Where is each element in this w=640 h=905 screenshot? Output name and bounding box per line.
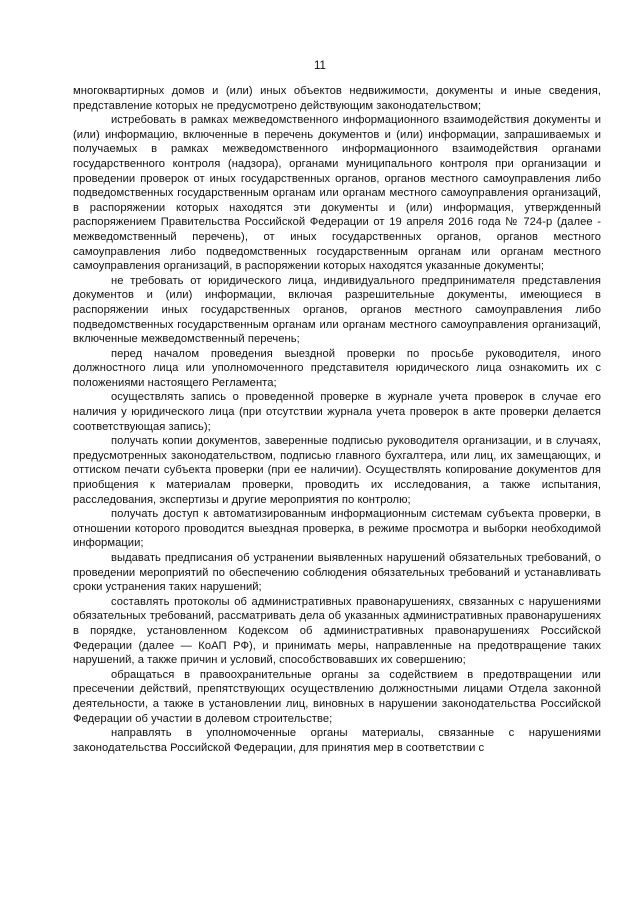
paragraph-send-materials: направлять в уполномоченные органы материалы, связанные с нарушениями законодательства Российской Федерации, для принятия мер в соответствии с [73, 727, 601, 754]
paragraph-inspection-log: осуществлять запись о проведенной проверке в журнале учета проверок в случае его наличия у юридического лица (при отсутствии журнала учета проверок в акте проверки делается соответствующая запись); [73, 391, 601, 433]
paragraph-obtain-copies: получать копии документов, заверенные подписью руководителя организации, и в случаях, предусмотренных законодательством, подписью главного бухгалтера, или лиц, их замещающих, и оттиском печати субъекта проверки (при ее наличии). Осуществлять копирование документов для приобщения к материалам проверки, проводить их исследования, а также испытания, расследования, экспертизы и другие мероприятия по контролю; [73, 435, 601, 506]
paragraph-law-enforcement: обращаться в правоохранительные органы за содействием в предотвращении или пресечении действий, препятствующих осуществлению должностными лицами Отдела законной деятельности, а также в установлении лиц, виновных в нарушении законодательства Российской Федерации об участии в долевом строительстве; [73, 668, 601, 725]
paragraph-administrative-protocols: составлять протоколы об административных правонарушениях, связанных с нарушениями обязательных требований, рассматривать дела об указанных административных правонарушениях в порядке, установленном Кодексом об административных правонарушениях Российской Федерации (далее — КоАП РФ), и принимать меры, направленные на предотвращение таких нарушений, а также причин и условий, способствовавших их совершению; [73, 595, 601, 667]
paragraph-issue-orders: выдавать предписания об устранении выявленных нарушений обязательных требований, о проведении мероприятий по обеспечению соблюдения обязательных требований и устанавливать сроки устранения таких нарушений; [73, 552, 601, 594]
page-number: 11 [314, 60, 326, 72]
paragraph-not-require-documents: не требовать от юридического лица, индивидуального предпринимателя представления документов и (или) информации, включая разрешительные документы, имеющиеся в распоряжении иных государственных органов, органов местного самоуправления либо подведомственных государственным органам или органам местного самоуправления организаций, включенные межведомственный перечень; [73, 274, 601, 346]
paragraph-information-systems-access: получать доступ к автоматизированным информационным системам субъекта проверки, в отношении которого проводится выездная проверка, в режиме просмотра и выборки необходимой информации; [73, 508, 601, 550]
document-body [73, 84, 601, 755]
paragraph-continuation: многоквартирных домов и (или) иных объектов недвижимости, документы и иные сведения, представление которых не предусмотрено действующим законодательством; [73, 85, 601, 112]
paragraph-request-documents: истребовать в рамках межведомственного информационного взаимодействия документы и (или) информацию, включенные в перечень документов и (или) информации, запрашиваемых и получаемых в рамках межведомственного информационного взаимодействия органами государственного контроля (надзора), органами муниципального контроля при организации и проведении проверок от иных государственных органов, органов местного самоуправления либо подведомственных государственным органам или органам местного самоуправления организаций, в распоряжении которых находятся эти документы и (или) информация, утвержденный распоряжением Правительства Российской Федерации от 19 апреля 2016 года № 724-р (далее - межведомственный перечень), от иных государственных органов, органов местного самоуправления либо подведомственных государственным органам или органам местного самоуправления организаций, в распоряжении которых находятся указанные документы; [73, 114, 601, 273]
paragraph-familiarize-regulation: перед началом проведения выездной проверки по просьбе руководителя, иного должностного лица или уполномоченного представителя юридического лица ознакомить их с положениями настоящего Регламента; [73, 347, 601, 389]
